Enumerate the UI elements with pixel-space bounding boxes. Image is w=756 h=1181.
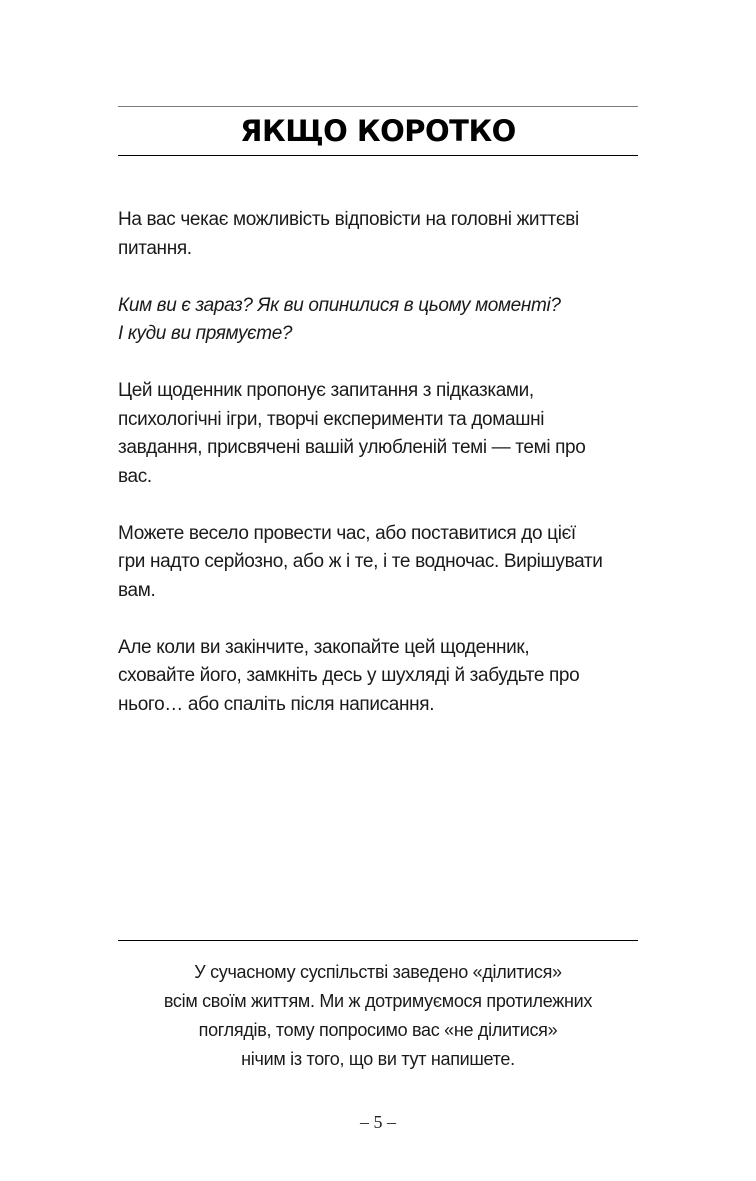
text-line: психологічні ігри, творчі експерименти та домашні [118, 408, 545, 430]
text-line: Ким ви є зараз? Як ви опинилися в цьому моменті? [118, 294, 561, 316]
paragraph-approach [118, 520, 642, 606]
top-rule-divider [118, 106, 638, 107]
text-line: вам. [118, 579, 156, 601]
text-line: завдання, присвячені вашій улюбленій темі — темі про [118, 437, 586, 458]
footnote [118, 958, 638, 1074]
footnote-line: нічим із того, що ви тут напишете. [241, 1049, 515, 1069]
footnote-line: всім своїм життям. Ми ж дотримуємося протилежних [163, 991, 593, 1011]
page-number: – 5 – [360, 1112, 396, 1132]
text-line: На вас чекає можливість відповісти на головні життєві [118, 209, 579, 230]
footnote-line: У сучасному суспільстві заведено «ділитися» [194, 962, 562, 982]
paragraph-description [118, 377, 642, 491]
text-line: І куди ви прямуєте? [118, 323, 293, 344]
text-line: нього… або спаліть після написання. [118, 693, 435, 715]
footnote-rule-divider [118, 940, 638, 941]
chapter-heading: ЯКЩО КОРОТКО [240, 114, 516, 148]
text-line: Але коли ви закінчите, закопайте цей щоденник, [118, 636, 530, 658]
text-line: Цей щоденник пропонує запитання з підказками, [118, 380, 534, 401]
text-line: сховайте його, замкніть десь у шухляді й забудьте про [118, 665, 580, 686]
text-line: питання. [118, 237, 192, 259]
text-line: Можете весело провести час, або поставитися до цієї [118, 522, 576, 544]
body-text [118, 206, 642, 748]
book-page [118, 0, 638, 1181]
paragraph-ending [118, 634, 642, 720]
text-line: гри надто серйозно, або ж і те, і те водночас. Вирішувати [118, 551, 603, 572]
paragraph-questions [118, 292, 642, 349]
footnote-line: поглядів, тому попросимо вас «не ділитися» [198, 1020, 558, 1040]
paragraph-intro [118, 206, 642, 263]
text-line: вас. [118, 465, 152, 487]
heading-rule-divider [118, 155, 638, 156]
